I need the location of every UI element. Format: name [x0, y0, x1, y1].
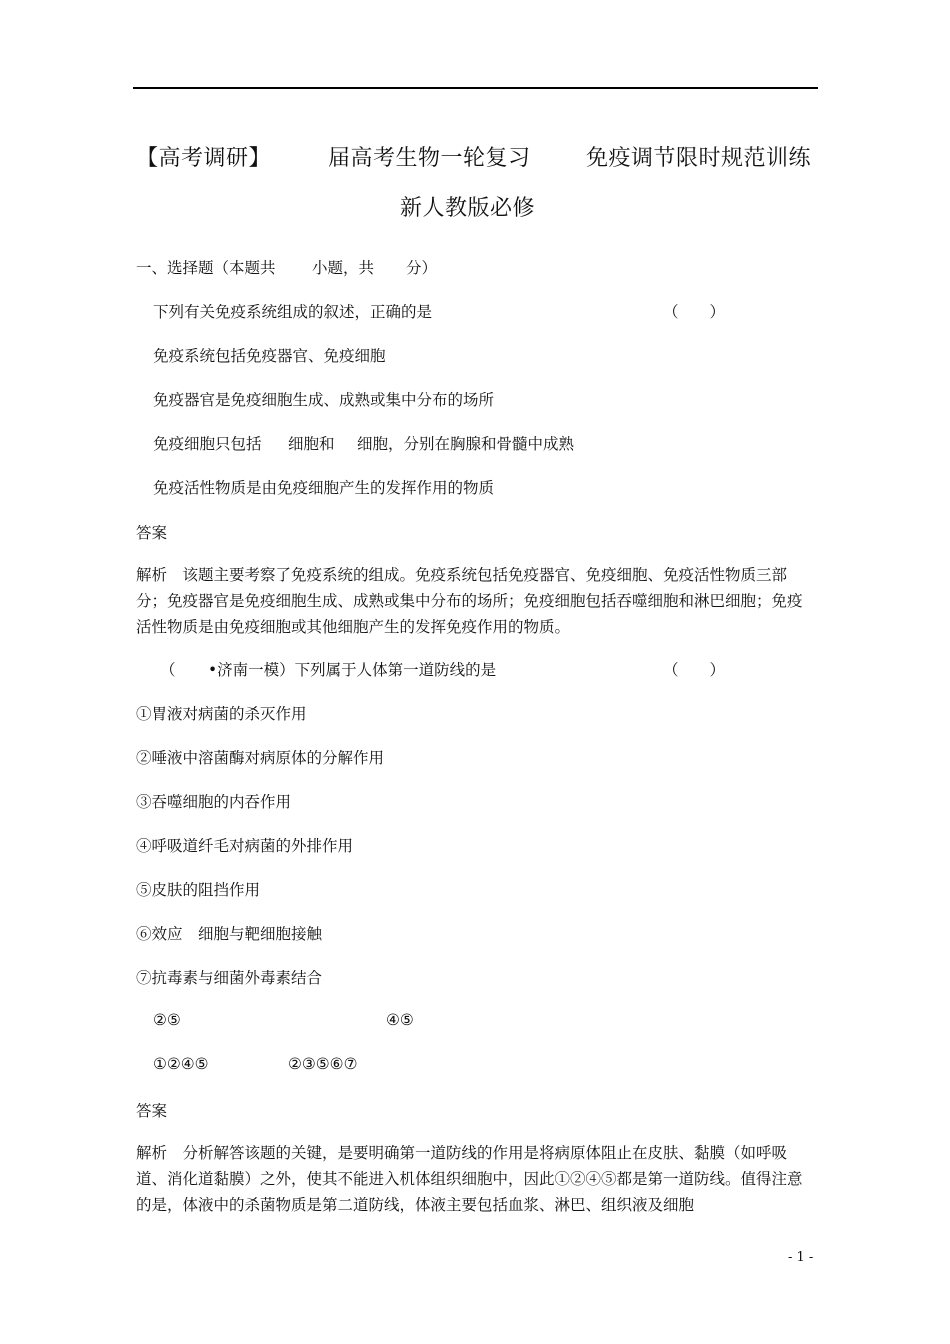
q2-item-5: ⑤皮肤的阻挡作用 [136, 881, 261, 899]
section-heading: 一、选择题（本题共 [136, 259, 276, 277]
q2-answer-paren: （ ） [663, 661, 726, 679]
q1-stem: 下列有关免疫系统组成的叙述，正确的是 [153, 303, 433, 321]
q1-answer-label: 答案 [136, 524, 168, 542]
title-part-1: 【高考调研】 [136, 146, 272, 171]
header-rule [133, 87, 818, 89]
q1-option-d: 免疫活性物质是由免疫细胞产生的发挥作用的物质 [153, 479, 495, 497]
q2-choice-a: ②⑤ [153, 1011, 181, 1029]
title-part-3: 免疫调节限时规范训练 [586, 146, 812, 171]
title-part-2: 届高考生物一轮复习 [328, 146, 531, 171]
q2-choice-c: ①②④⑤ [153, 1055, 209, 1073]
q1-answer-paren: （ ） [663, 303, 726, 321]
q1-option-b: 免疫器官是免疫细胞生成、成熟或集中分布的场所 [153, 391, 495, 409]
section-heading-mid: 小题，共 [312, 259, 375, 277]
q2-item-4: ④呼吸道纤毛对病菌的外排作用 [136, 837, 354, 855]
q2-item-3: ③吞噬细胞的内吞作用 [136, 793, 292, 811]
q1-analysis: 解析 该题主要考察了免疫系统的组成。免疫系统包括免疫器官、免疫细胞、免疫活性物质三部分；免疫器官是免疫细胞生成、成熟或集中分布的场所；免疫细胞包括吞噬细胞和淋巴细胞；免疫活性物质是由免疫细胞或其他细胞产生的发挥免疫作用的物质。 [136, 566, 803, 636]
q2-stem: •济南一模）下列属于人体第一道防线的是 [208, 661, 497, 679]
q1-option-c-end: 细胞，分别在胸腺和骨髓中成熟 [357, 435, 575, 453]
q2-choice-d: ②③⑤⑥⑦ [288, 1055, 358, 1073]
q2-item-2: ②唾液中溶菌酶对病原体的分解作用 [136, 749, 385, 767]
q1-option-a: 免疫系统包括免疫器官、免疫细胞 [153, 347, 386, 365]
q1-option-c: 免疫细胞只包括 [153, 435, 262, 453]
q2-item-1: ①胃液对病菌的杀灭作用 [136, 705, 307, 723]
q2-answer-label: 答案 [136, 1102, 168, 1120]
q2-item-7: ⑦抗毒素与细菌外毒素结合 [136, 969, 323, 987]
page-number: - 1 - [788, 1250, 814, 1265]
section-heading-end: 分） [406, 259, 438, 277]
q2-source-open: （ [160, 661, 176, 679]
q1-option-c-mid: 细胞和 [288, 435, 335, 453]
q2-choice-b: ④⑤ [386, 1011, 414, 1029]
q2-analysis: 解析 分析解答该题的关键，是要明确第一道防线的作用是将病原体阻止在皮肤、黏膜（如呼吸道、消化道黏膜）之外，使其不能进入机体组织细胞中，因此①②④⑤都是第一道防线。值得注意的是，体液中的杀菌物质是第二道防线，体液主要包括血浆、淋巴、组织液及细胞 [136, 1144, 803, 1214]
title-line-2: 新人教版必修 [400, 196, 536, 221]
q2-item-6: ⑥效应 细胞与靶细胞接触 [136, 925, 323, 943]
